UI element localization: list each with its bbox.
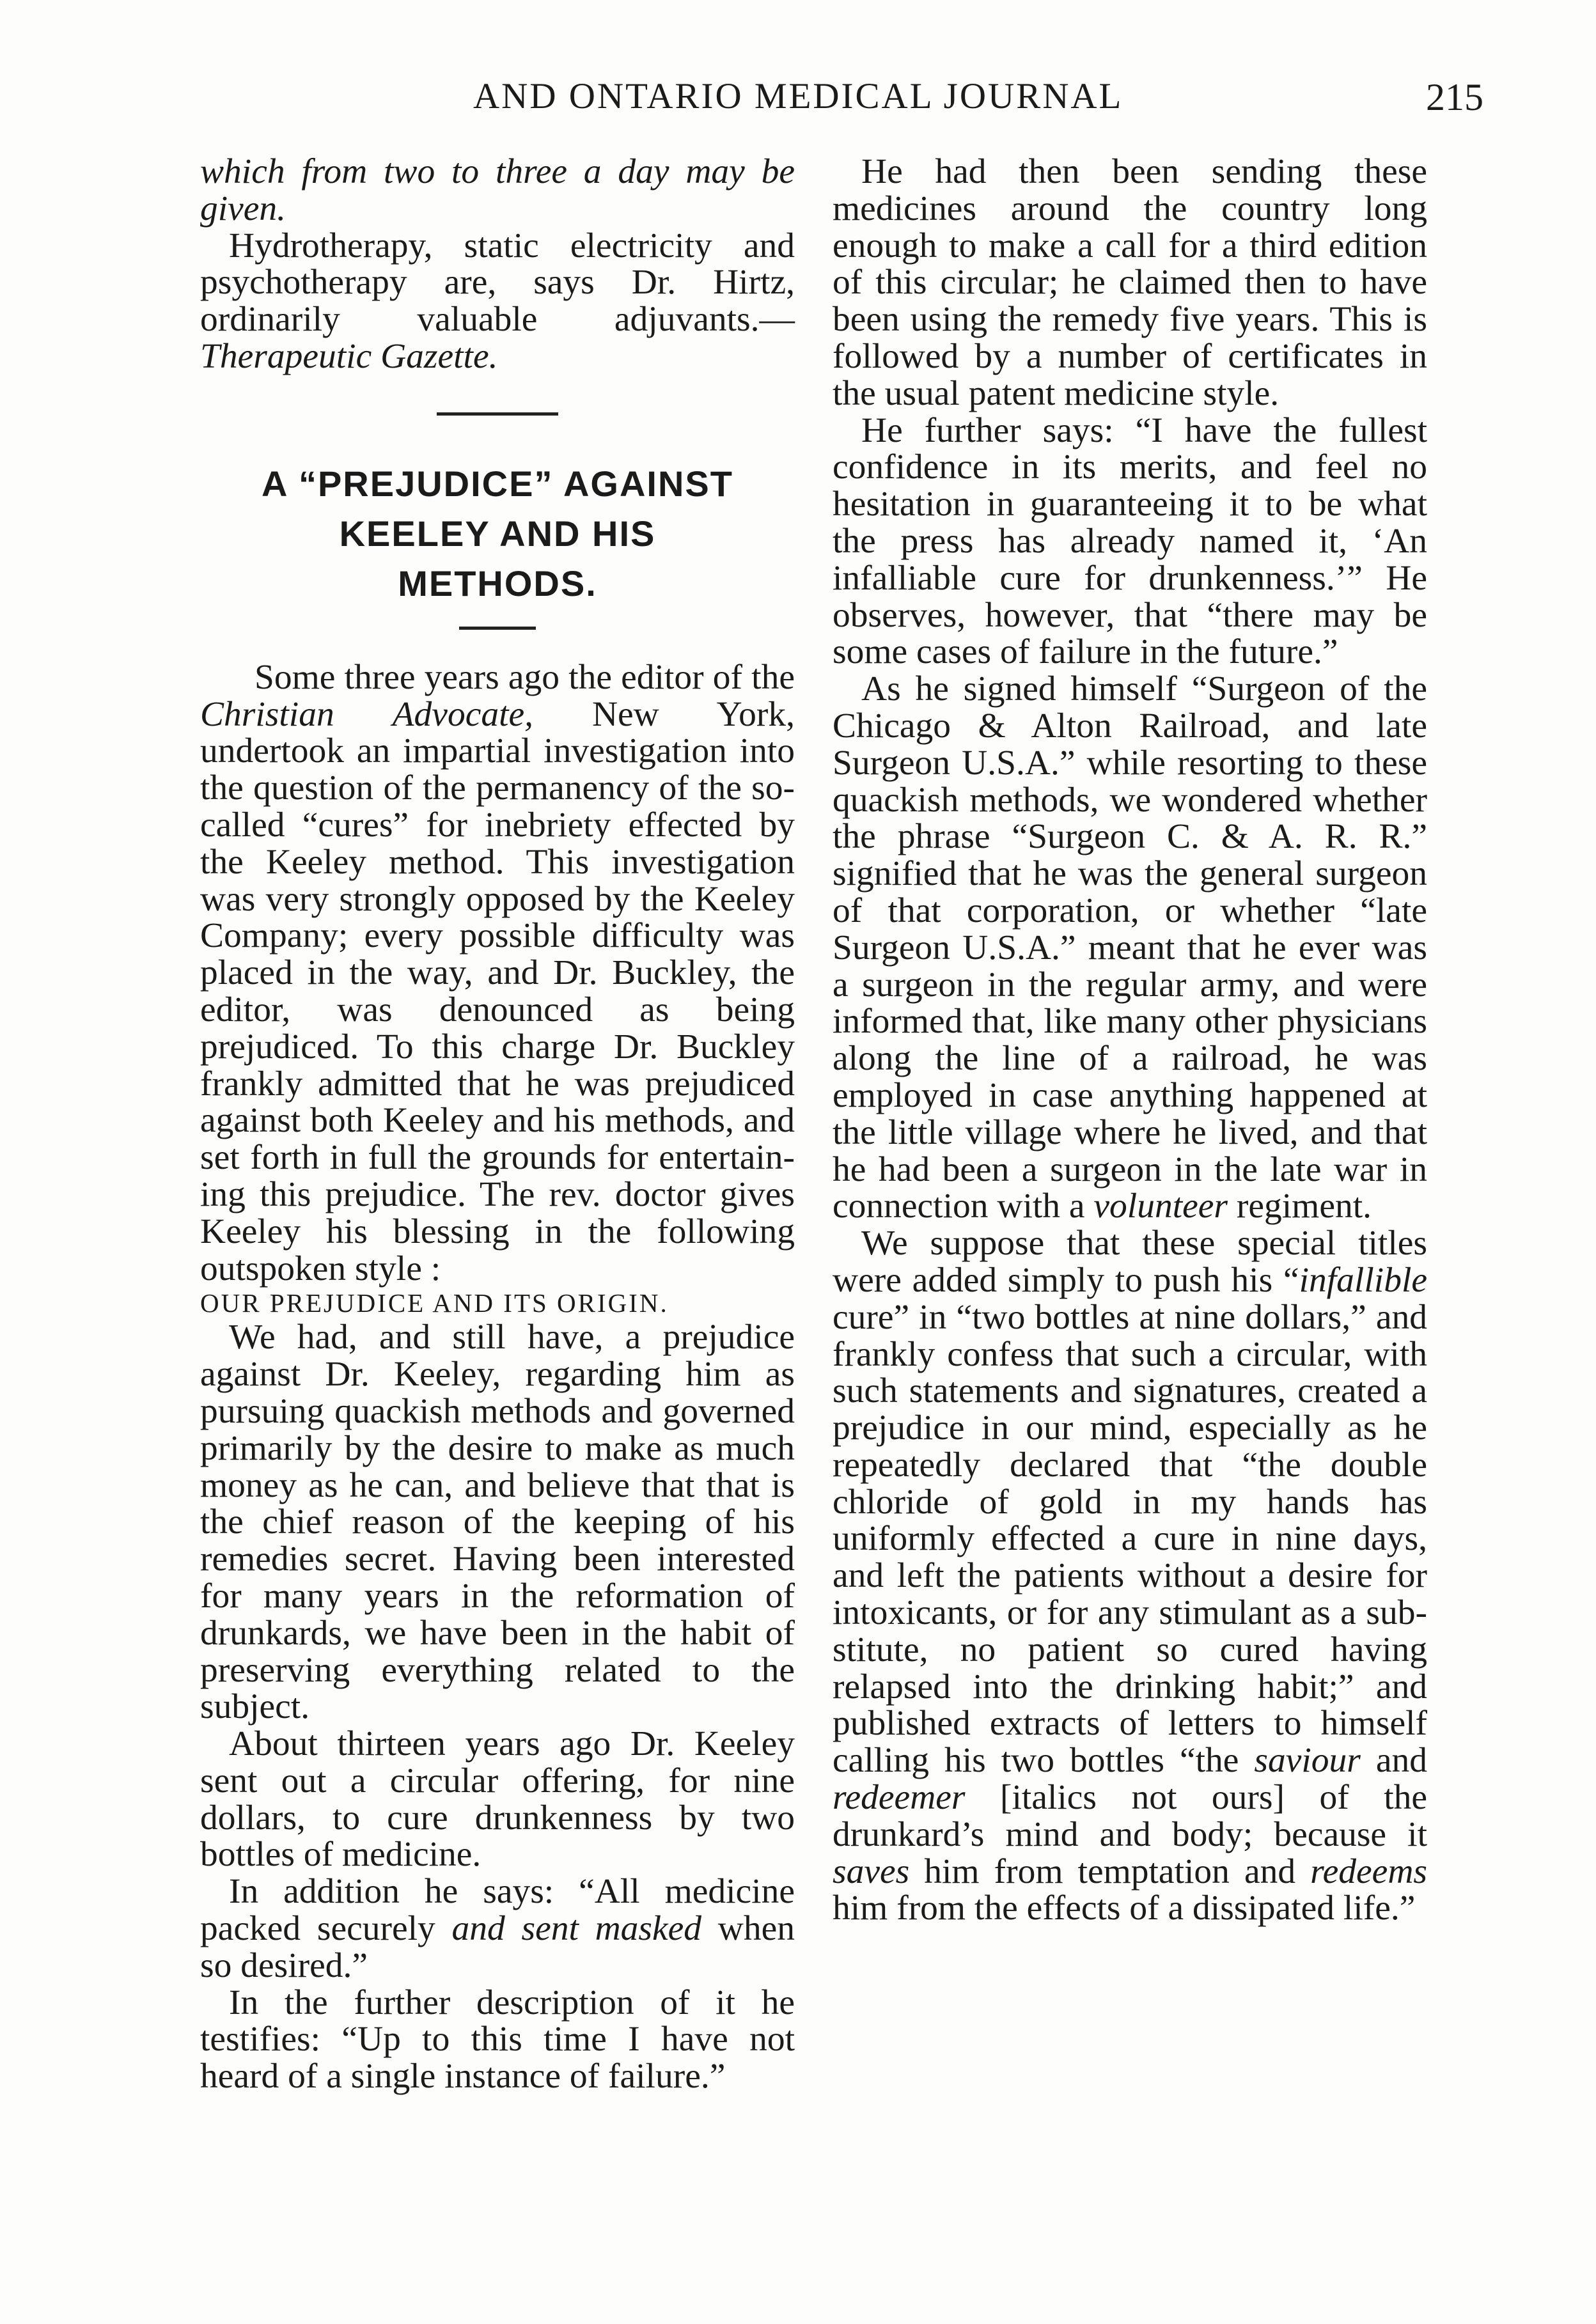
left-column — [200, 153, 795, 2095]
article-title — [200, 459, 795, 609]
paragraph-text: New York, undertook an impartial investigation into the question of the permanency of the so-called “cures” for inebriety effected by the Keeley method. This investigation was very strongly opposed by the Keeley Company; every possible difficulty was placed in the way, and Dr. Buckley, the editor, was denounced as being prejudiced. To this charge Dr. Buckley frankly admitted that he was prejudiced against both Keeley and his methods, and set forth in full the grounds for entertaining this prejudice. The rev. doctor gives Keeley his blessing in the following outspoken style : — [200, 694, 795, 1288]
paragraph — [833, 153, 1427, 412]
paragraph-text: and — [1360, 1741, 1427, 1781]
running-title: AND ONTARIO MEDICAL JOURNAL — [473, 76, 1123, 116]
title-divider — [459, 627, 536, 630]
paragraph-text: regiment. — [1228, 1187, 1372, 1226]
paragraph-text: As he signed himself “Surgeon of the Chicago & Alton Railroad, and late Surgeon U.S.A.” while resorting to these quackish methods, we wondered whether the phrase “Surgeon C. & A. R. R.” signified that he was the general surgeon of that corporation, or whether “late Surgeon U.S.A.” meant that he ever was a surgeon in the regular army, and were informed that, like many other physicians along the line of a railroad, he was employed in case anything happened at the little village where he lived, and that he had been a surgeon in the late war in connection with a — [833, 669, 1427, 1226]
paragraph-text: We had, and still have, a prejudice against Dr. Keeley, regarding him as pursuing quackish methods and governed primarily by the desire to make as much money as he can, and believe that that is the chief reason of the keeping of his remedies secret. Having been interested for many years in the reformation of drunkards, we have been in the habit of preserving everything related to the subject. — [200, 1318, 795, 1727]
paragraph-text: which from two to three a day may be given. — [200, 152, 795, 228]
article-title-line: A “PREJUDICE” AGAINST — [262, 463, 733, 504]
running-head — [473, 75, 1596, 127]
source-citation: Therapeutic Gazette. — [200, 336, 498, 376]
paragraph — [200, 228, 795, 375]
article-title-line: KEELEY AND HIS — [339, 513, 656, 554]
paragraph — [833, 412, 1427, 671]
section-divider — [437, 412, 558, 416]
emphasis: saviour — [1254, 1741, 1361, 1781]
paragraph-text: cure” in “two bottles at nine dollars,” and frankly confess that such a circular, with such statements and signatures, created a prejudice in our mind, especially as he repeatedly declared that “the double chloride of gold in my hands has uniformly effected a cure in nine days, and left the patients without a desire for intoxicants, or for any stimulant as a substitute, no patient so cured having relapsed into the drinking habit;” and published extracts of letters to himself calling his two bottles “the — [833, 1297, 1427, 1781]
subheading: OUR PREJUDICE AND ITS ORIGIN. — [200, 1288, 669, 1318]
right-column — [833, 153, 1427, 1927]
paragraph-text: [italics not ours] of the drunkard’s mind and body; because it — [833, 1778, 1427, 1854]
page-number: 215 — [1426, 76, 1483, 118]
paragraph-text: him from the effects of a dissipated life.” — [833, 1889, 1416, 1928]
paragraph — [200, 1873, 795, 1984]
paragraph-text: him from temptation and — [909, 1852, 1311, 1891]
paragraph — [833, 1225, 1427, 1927]
paragraph — [200, 153, 795, 228]
paragraph-text: About thirteen years ago Dr. Keeley sent out a circular offering, for nine dollars, to cure drunkenness by two bottles of medicine. — [200, 1724, 795, 1875]
paragraph — [200, 659, 795, 1288]
emphasis: redeemer — [833, 1778, 966, 1818]
emphasis: and sent masked — [451, 1909, 702, 1949]
paragraph-text: In addition he says: “All medicine packed securely — [200, 1872, 795, 1949]
paragraph-text: when so desired.” — [200, 1909, 795, 1985]
paragraph — [833, 671, 1427, 1225]
paragraph-text: He had then been sending these medicines around the country long enough to make a call for a third edition of this circular; he claimed then to have been using the remedy five years. This is followed by a number of certificates in the usual patent medicine style. — [833, 152, 1427, 413]
paragraph — [200, 1319, 795, 1726]
paragraph-text: Hydrotherapy, static electricity and psychotherapy are, says Dr. Hirtz, ordinarily valuable adjuvants.— — [200, 226, 795, 339]
emphasis: volunteer — [1093, 1187, 1228, 1226]
paragraph-text: Some three years ago the editor of the — [254, 657, 795, 697]
emphasis: saves — [833, 1852, 910, 1891]
paragraph — [200, 1985, 795, 2095]
emphasis: infallible — [1299, 1260, 1427, 1300]
paragraph-text: In the further description of it he testifies: “Up to this time I have not heard of a single instance of failure.” — [200, 1983, 795, 2096]
publication-name: Christian Advocate, — [200, 694, 534, 734]
article-title-line: METHODS. — [398, 563, 597, 604]
paragraph — [200, 1726, 795, 1873]
paragraph-text: We suppose that these special titles were added simply to push his “ — [833, 1224, 1427, 1300]
emphasis: redeems — [1310, 1852, 1427, 1891]
paragraph-text: He further says: “I have the fullest confidence in its merits, and feel no hesitation in guaranteeing it to be what the press has already named it, ‘An infalliable cure for drunkenness.’” He observes, however, that “there may be some cases of failure in the future.” — [833, 410, 1427, 672]
